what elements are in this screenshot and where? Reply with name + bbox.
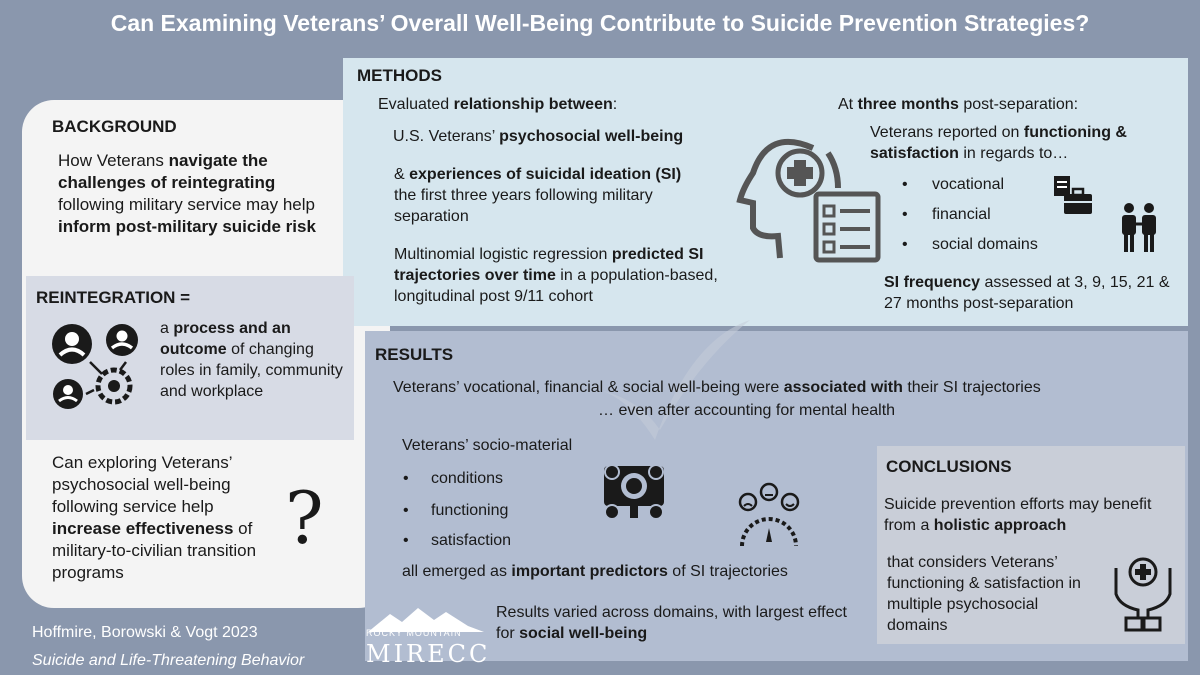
results-bullet-satisfaction: satisfaction: [431, 532, 512, 549]
people-gear-icon: [50, 322, 150, 414]
logo-line1: ROCKY MOUNTAIN: [366, 628, 462, 638]
conclusions-considers: that considers Veterans’ functioning & satisfaction in multiple psychosocial domains: [887, 554, 1081, 634]
conclusions-holistic: Suicide prevention efforts may benefit from a holistic approach: [884, 496, 1152, 534]
magnifier-analysis-icon: [600, 462, 668, 526]
methods-item-wellbeing: U.S. Veterans’ psychosocial well-being: [393, 128, 684, 145]
results-bullet-2: •: [403, 502, 409, 519]
citation-authors: Hoffmire, Borowski & Vogt 2023: [32, 624, 258, 641]
methods-bullet-2: •: [902, 206, 908, 223]
methods-bullet-social: social domains: [932, 236, 1038, 253]
results-bullet-1: •: [403, 470, 409, 487]
results-bullet-3: •: [403, 532, 409, 549]
background-heading: BACKGROUND: [52, 117, 177, 136]
conclusions-heading: CONCLUSIONS: [886, 457, 1012, 476]
methods-evaluated: Evaluated relationship between:: [378, 96, 618, 113]
methods-three-months: At three months post-separation:: [838, 96, 1079, 113]
results-bullet-conditions: conditions: [431, 470, 504, 487]
background-question: Can exploring Veterans’ psychosocial well-being following service help increase effectiveness of military-to-civilian transition programs: [52, 453, 257, 582]
head-clipboard-icon: [738, 128, 888, 263]
background-text: How Veterans navigate the challenges of reintegrating following military service may help inform post-military suicide risk: [58, 151, 316, 236]
results-varied: Results varied across domains, with largest effect for social well-being: [496, 604, 847, 642]
methods-bullet-financial: financial: [932, 206, 991, 223]
methods-reported: Veterans reported on functioning & satisfaction in regards to…: [870, 124, 1127, 162]
results-important-predictors: all emerged as important predictors of SI trajectories: [402, 563, 788, 580]
methods-bullet-1: •: [902, 176, 908, 193]
citation-journal: Suicide and Life-Threatening Behavior: [32, 652, 305, 669]
briefcase-money-icon: [1052, 174, 1094, 216]
results-socio-material: Veterans’ socio-material: [402, 437, 573, 454]
results-mental-health: … even after accounting for mental health: [598, 402, 896, 419]
satisfaction-gauge-icon: [738, 482, 800, 548]
methods-bullet-3: •: [902, 236, 908, 253]
methods-heading: METHODS: [357, 66, 442, 85]
reintegration-heading: REINTEGRATION =: [36, 288, 191, 307]
methods-bullet-vocational: vocational: [932, 176, 1005, 193]
results-heading: RESULTS: [375, 345, 454, 364]
question-mark-icon: ?: [285, 476, 324, 560]
logo-line2: MIRECC: [366, 640, 491, 668]
caring-hands-icon: [1110, 548, 1176, 632]
methods-item-si: & experiences of suicidal ideation (SI) the first three years following military separation: [394, 166, 682, 225]
page-title: Can Examining Veterans’ Overall Well-Being Contribute to Suicide Prevention Strategies?: [110, 10, 1090, 36]
checkmark-watermark-icon: [580, 300, 760, 450]
two-people-icon: [1118, 202, 1160, 254]
results-associated: Veterans’ vocational, financial & social well-being were associated with their SI trajectories: [393, 379, 1041, 396]
reintegration-text: a process and an outcome of changing roles in family, community and workplace: [160, 320, 343, 400]
results-bullet-functioning: functioning: [431, 502, 509, 519]
methods-item-regression: Multinomial logistic regression predicted SI trajectories over time in a population-based, longitudinal post 9/11 cohort: [394, 246, 718, 305]
methods-si-frequency: SI frequency assessed at 3, 9, 15, 21 & 27 months post-separation: [884, 274, 1170, 312]
